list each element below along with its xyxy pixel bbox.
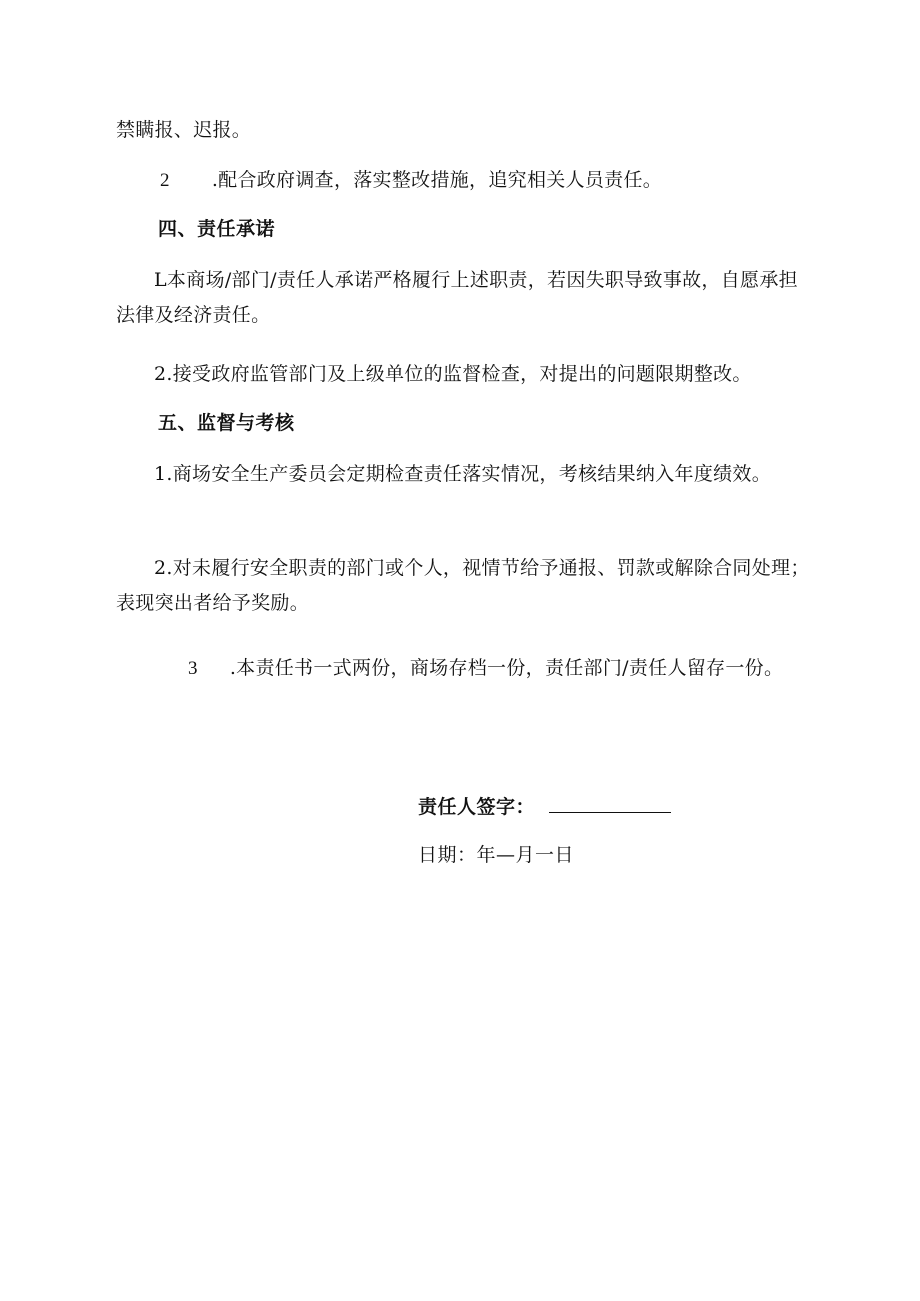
paragraph-section-4-item-2: 2.接受政府监管部门及上级单位的监督检查，对提出的问题限期整改。 (154, 363, 752, 385)
paragraph-section-5-item-2: 2.对未履行安全职责的部门或个人，视情节给予通报、罚款或解除合同处理；表现突出者给予奖励。 (116, 557, 810, 614)
item-text: .配合政府调查，落实整改措施，追究相关人员责任。 (211, 169, 663, 191)
paragraph-section-4-item-1: L本商场/部门/责任人承诺严格履行上述职责，若因失职导致事故，自愿承担法律及经济责任。 (116, 269, 798, 326)
paragraph-continued: 禁瞒报、迟报。 (116, 119, 252, 141)
section-heading-5: 五、监督与考核 (158, 412, 295, 434)
signature-block (418, 788, 671, 825)
item-text: .本责任书一式两份，商场存档一份，责任部门/责任人留存一份。 (229, 657, 784, 679)
paragraph-section-5-item-3 (116, 651, 806, 686)
item-number: 2 (160, 170, 170, 191)
signature-line[interactable] (549, 788, 671, 813)
date-field: 日期：年—月一日 (418, 844, 575, 866)
signature-label: 责任人签字： (418, 796, 536, 818)
item-number: 3 (188, 658, 198, 679)
paragraph-section-5-item-1: 1.商场安全生产委员会定期检查责任落实情况，考核结果纳入年度绩效。 (154, 463, 772, 485)
paragraph-item-3-2 (160, 163, 820, 198)
section-heading-4: 四、责任承诺 (158, 218, 276, 240)
